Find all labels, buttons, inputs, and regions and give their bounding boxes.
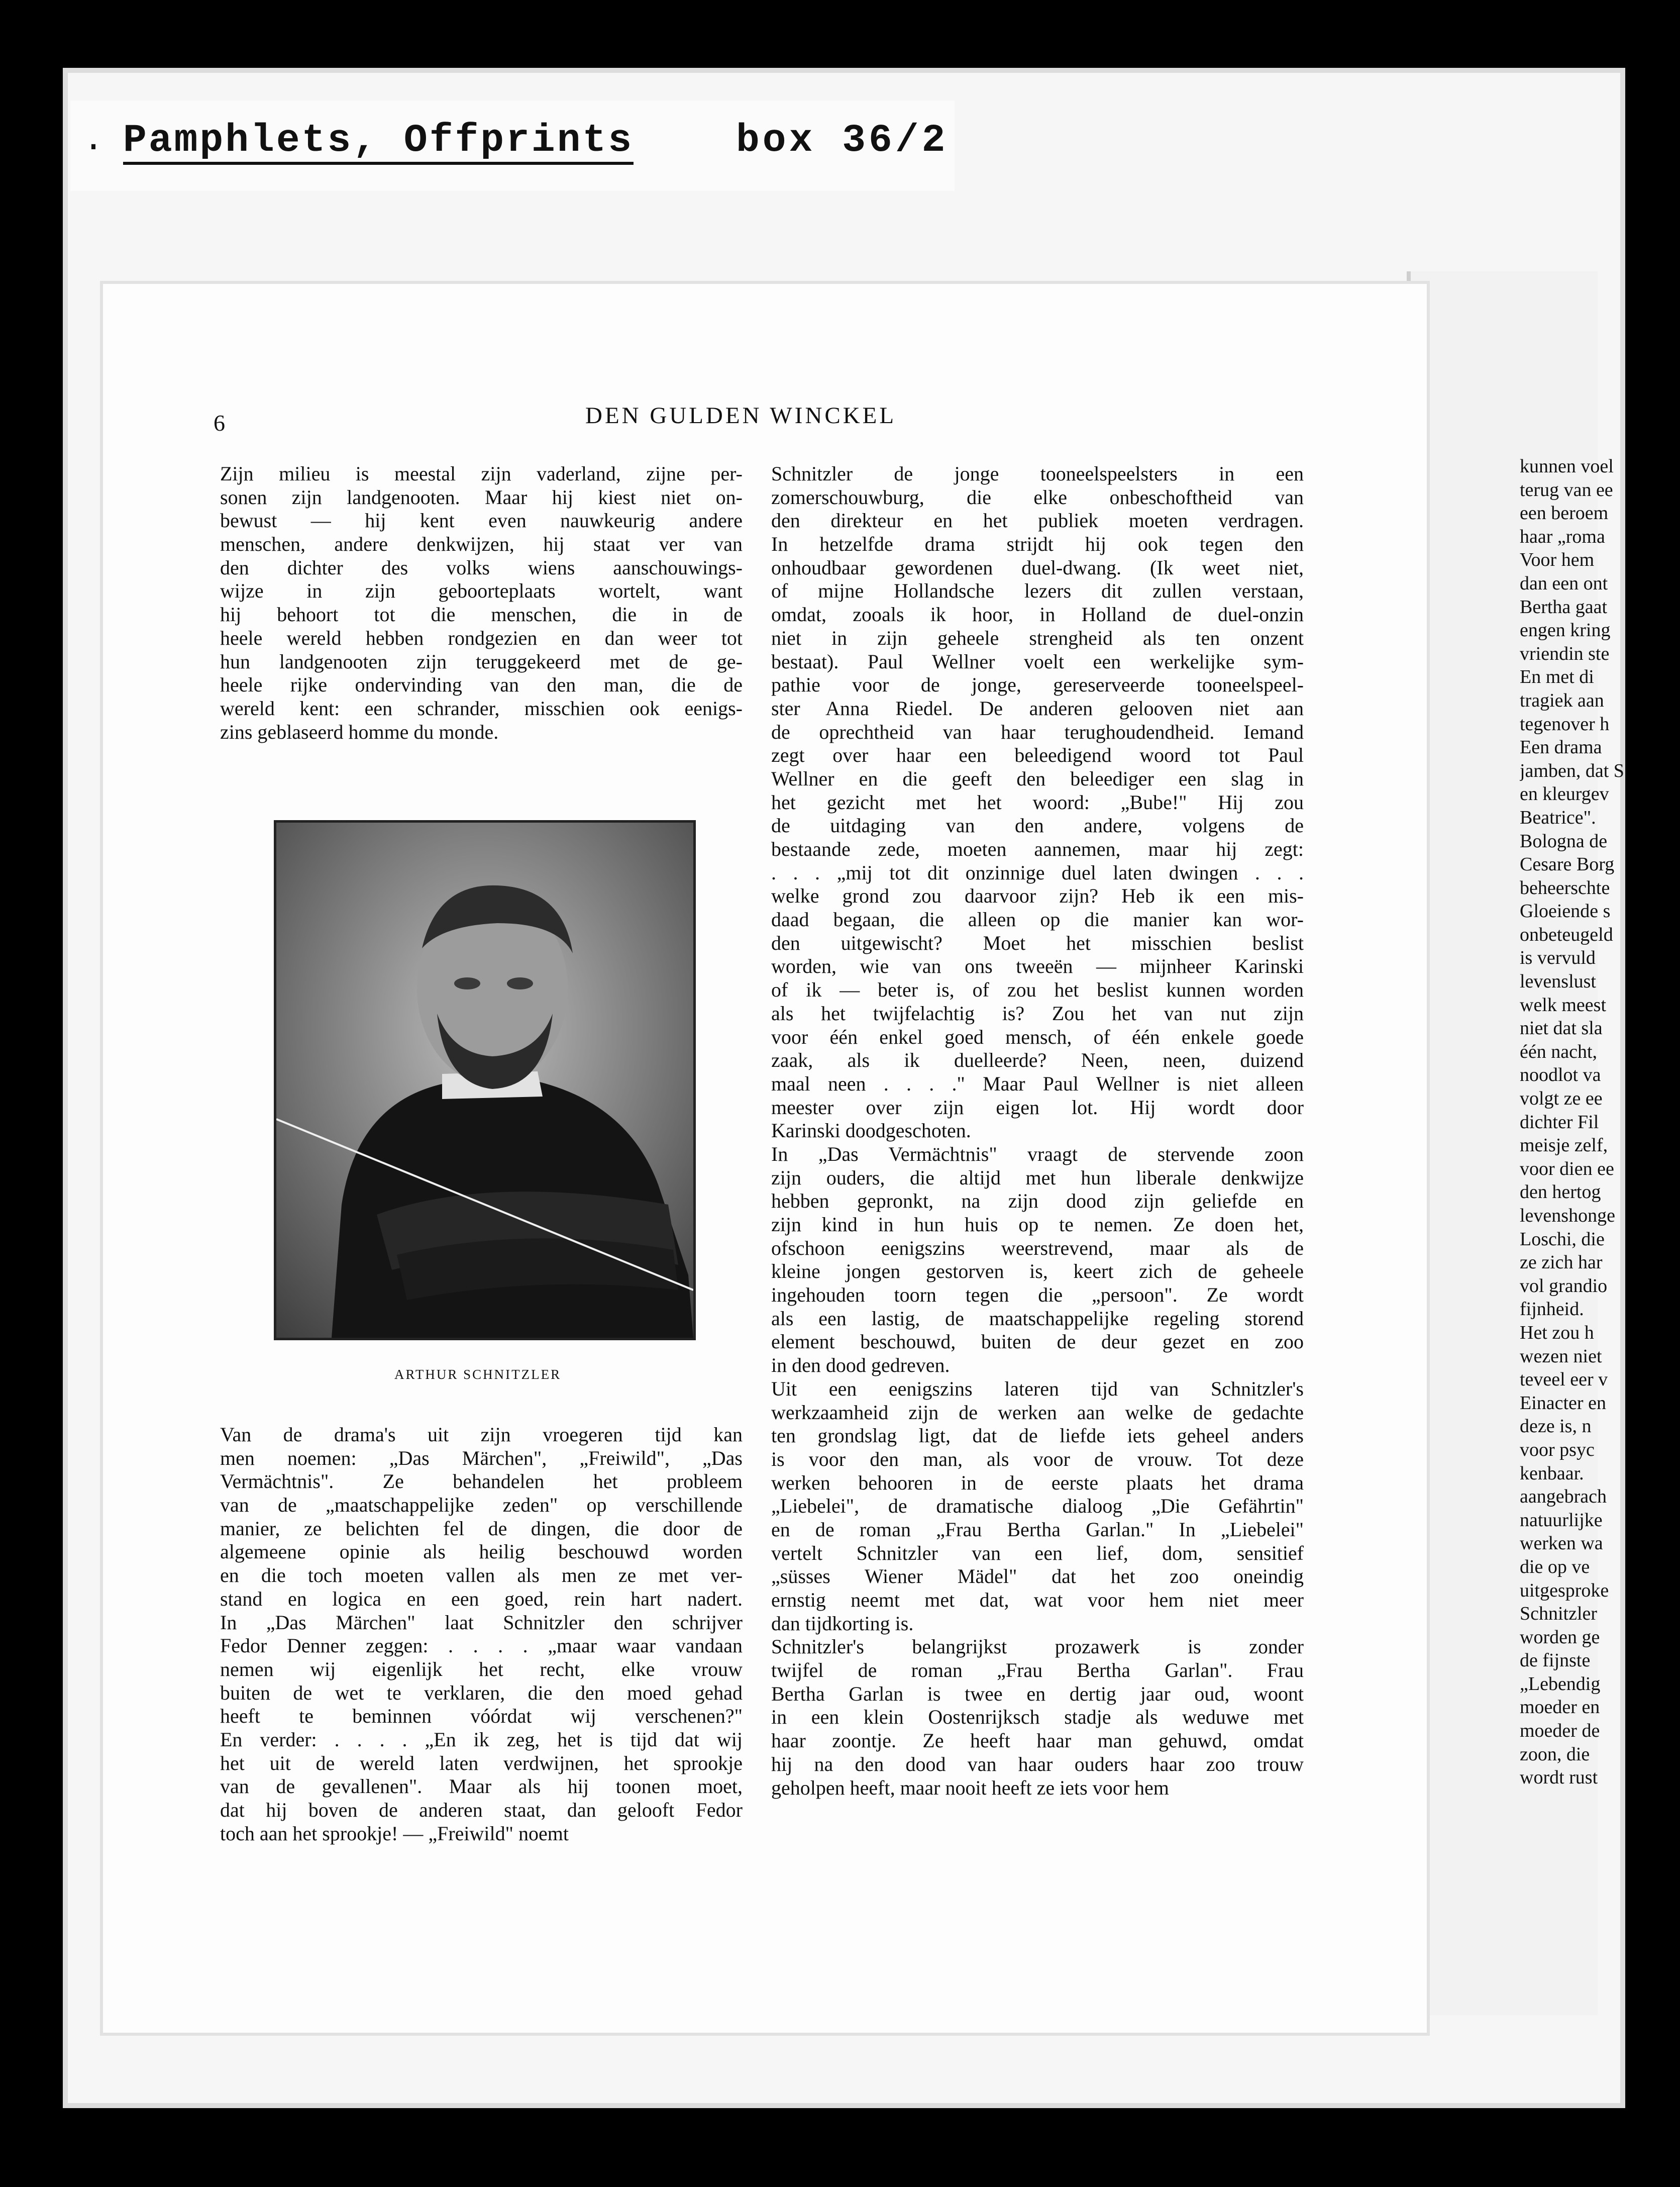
text-line: dan een ont bbox=[1520, 572, 1608, 594]
text-line: Uit een eenigszins lateren tijd van Schnitzler's bbox=[771, 1377, 1304, 1400]
text-line: heele rijke ondervinding van den man, die de bbox=[220, 673, 743, 697]
text-line: In „Das Märchen" laat Schnitzler den schrijver bbox=[220, 1611, 743, 1634]
text-line: levenslust bbox=[1520, 971, 1596, 992]
text-line: ze zich har bbox=[1520, 1252, 1603, 1273]
text-line: bewust — hij kent even nauwkeurig andere bbox=[220, 509, 743, 532]
text-line: maal neen . . . ." Maar Paul Wellner is niet alleen bbox=[771, 1072, 1304, 1095]
text-line: tragiek aan bbox=[1520, 689, 1604, 711]
text-line: en die toch moeten vallen als men ze met ver- bbox=[220, 1564, 743, 1587]
text-line: voor psyc bbox=[1520, 1439, 1595, 1460]
text-line: Beatrice". bbox=[1520, 807, 1596, 828]
text-line: ster Anna Riedel. De anderen gelooven niet aan bbox=[771, 697, 1304, 720]
text-line: fijnheid. bbox=[1520, 1299, 1584, 1320]
text-line: „süsses Wiener Mädel" dat het zoo oneindig bbox=[771, 1565, 1304, 1588]
text-line: onhoudbaar gewordenen duel-dwang. (Ik weet niet, bbox=[771, 556, 1304, 579]
text-line: en kleurgev bbox=[1520, 783, 1609, 805]
text-line: is vervuld bbox=[1520, 947, 1596, 969]
text-line: onbeteugeld bbox=[1520, 924, 1613, 945]
text-line: dat hij boven de anderen staat, dan gelooft Fedor bbox=[220, 1799, 743, 1821]
text-line: hebben gepronkt, na zijn dood zijn geliefde en bbox=[771, 1189, 1304, 1213]
text-line: sonen zijn landgenooten. Maar hij kiest niet on- bbox=[220, 485, 743, 509]
text-line: hij behoort tot die menschen, die in de bbox=[220, 603, 743, 626]
text-line: wijze in zijn geboorteplaats wortelt, want bbox=[220, 579, 743, 603]
text-line: meester over zijn eigen lot. Hij wordt door bbox=[771, 1096, 1304, 1119]
text-line: In „Das Vermächtnis" vraagt de stervende zoon bbox=[771, 1142, 1304, 1165]
portrait-illustration bbox=[276, 823, 693, 1338]
left-column-bottom-text bbox=[220, 1423, 743, 1845]
text-line: zomerschouwburg, die elke onbeschoftheid van bbox=[771, 485, 1304, 509]
text-line: wezen niet bbox=[1520, 1345, 1602, 1367]
text-line: En met di bbox=[1520, 666, 1594, 688]
text-line: den uitgewischt? Moet het misschien beslist bbox=[771, 931, 1304, 954]
text-line: ofschoon eenigszins weerstrevend, maar als de bbox=[771, 1236, 1304, 1259]
text-line: element beschouwd, buiten de deur gezet en zoo bbox=[771, 1330, 1304, 1353]
text-line: Een drama bbox=[1520, 737, 1602, 758]
text-line: als een lastig, de maatschappelijke regeling storend bbox=[771, 1307, 1304, 1330]
text-line: zegt over haar een beleedigend woord tot Paul bbox=[771, 744, 1304, 767]
text-line: die op ve bbox=[1520, 1556, 1590, 1577]
archive-label-dot: . bbox=[83, 121, 104, 160]
text-line: bestaat). Paul Wellner voelt een werkelijke sym- bbox=[771, 650, 1304, 673]
text-line: van de gevallenen". Maar als hij toonen moet, bbox=[220, 1775, 743, 1798]
text-line: werken wa bbox=[1520, 1533, 1603, 1554]
text-line: hij na den dood van haar ouders haar zoo trouw bbox=[771, 1752, 1304, 1775]
text-line: En verder: . . . . „En ik zeg, het is tijd dat wij bbox=[220, 1728, 743, 1751]
text-line: haar zoontje. Ze heeft haar man gehuwd, omdat bbox=[771, 1729, 1304, 1752]
text-line: volgt ze ee bbox=[1520, 1088, 1603, 1110]
text-line: den direkteur en het publiek moeten verdragen. bbox=[771, 509, 1304, 532]
text-line: natuurlijke bbox=[1520, 1509, 1603, 1531]
text-line: den hertog bbox=[1520, 1181, 1601, 1203]
text-line: Bertha gaat bbox=[1520, 596, 1608, 618]
text-line: beheerschte bbox=[1520, 877, 1610, 899]
text-line: manier, ze belichten fel de dingen, die door de bbox=[220, 1517, 743, 1540]
text-line: den dichter des volks wiens aanschouwings- bbox=[220, 556, 743, 579]
text-line: de fijnste bbox=[1520, 1650, 1591, 1671]
text-line: geholpen heeft, maar nooit heeft ze iets voor hem bbox=[771, 1776, 1169, 1799]
text-line: Schnitzler's belangrijkst prozawerk is zonder bbox=[771, 1635, 1304, 1658]
text-line: Voor hem bbox=[1520, 549, 1595, 571]
text-line: omdat, zooals ik hoor, in Holland de duel-onzin bbox=[771, 603, 1304, 626]
text-line: zoon, die bbox=[1520, 1743, 1590, 1765]
text-line: Bertha Garlan is twee en dertig jaar oud, woont bbox=[771, 1682, 1304, 1705]
archive-collection-label: Pamphlets, Offprints bbox=[123, 121, 634, 165]
text-line: kenbaar. bbox=[1520, 1462, 1584, 1484]
text-line: Van de drama's uit zijn vroegeren tijd kan bbox=[220, 1423, 743, 1446]
text-line: welke grond zou daarvoor zijn? Heb ik een mis- bbox=[771, 884, 1304, 908]
text-line: welk meest bbox=[1520, 994, 1607, 1016]
text-line: Schnitzler bbox=[1520, 1603, 1598, 1625]
text-line: Cesare Borg bbox=[1520, 854, 1615, 875]
text-line: Wellner en die geeft den beleediger een slag in bbox=[771, 767, 1304, 790]
text-line: en de roman „Frau Bertha Garlan." In „Liebelei" bbox=[771, 1518, 1304, 1541]
text-line: kunnen voel bbox=[1520, 456, 1614, 477]
text-line: voor één enkel goed mensch, of één enkele goede bbox=[771, 1025, 1304, 1048]
text-line: moeder en bbox=[1520, 1697, 1600, 1718]
text-line: levenshonge bbox=[1520, 1205, 1615, 1226]
text-line: zijn kind in hun huis op te nemen. Ze doen het, bbox=[771, 1213, 1304, 1236]
text-line: als het twijfelachtig is? Zou het van nut zijn bbox=[771, 1002, 1304, 1025]
text-line: heele wereld hebben rondgezien en dan weer tot bbox=[220, 626, 743, 649]
text-line: noodlot va bbox=[1520, 1064, 1601, 1086]
text-line: ingehouden toorn tegen die „persoon". Ze wordt bbox=[771, 1283, 1304, 1307]
text-line: ten grondslag ligt, dat de liefde iets geheel anders bbox=[771, 1424, 1304, 1447]
text-line: zins geblaseerd homme du monde. bbox=[220, 720, 499, 743]
text-line: jamben, dat S bbox=[1520, 760, 1624, 781]
text-line: stand en logica en een goed, rein hart nadert. bbox=[220, 1587, 743, 1610]
text-line: Zijn milieu is meestal zijn vaderland, zijne per- bbox=[220, 462, 743, 485]
text-line: niet dat sla bbox=[1520, 1018, 1603, 1039]
text-line: één nacht, bbox=[1520, 1041, 1598, 1062]
text-line: van de „maatschappelijke zeden" op verschillende bbox=[220, 1494, 743, 1517]
text-line: moeder de bbox=[1520, 1720, 1600, 1742]
text-line: twijfel de roman „Frau Bertha Garlan". Frau bbox=[771, 1659, 1304, 1682]
text-line: tegenover h bbox=[1520, 713, 1610, 735]
text-line: deze is, n bbox=[1520, 1416, 1592, 1437]
text-line: of mijne Hollandsche lezers dit zullen verstaan, bbox=[771, 579, 1304, 603]
text-line: het gezicht met het woord: „Bube!" Hij zou bbox=[771, 790, 1304, 814]
text-line: dan tijdkorting is. bbox=[771, 1612, 914, 1635]
text-line: Gloeiende s bbox=[1520, 901, 1611, 922]
text-line: terug van ee bbox=[1520, 479, 1613, 501]
text-line: kleine jongen gestorven is, keert zich de geheele bbox=[771, 1260, 1304, 1283]
text-line: zaak, als ik duelleerde? Neen, neen, duizend bbox=[771, 1049, 1304, 1072]
text-line: bestaande zede, moeten aannemen, maar hij zegt: bbox=[771, 838, 1304, 860]
text-line: In hetzelfde drama strijdt hij ook tegen den bbox=[771, 533, 1304, 556]
text-line: Loschi, die bbox=[1520, 1228, 1605, 1250]
text-line: zijn ouders, die altijd met hun liberale denkwijze bbox=[771, 1166, 1304, 1189]
text-line: menschen, andere denkwijzen, hij staat ver van bbox=[220, 533, 743, 556]
text-line: werken behooren in de eerste plaats het drama bbox=[771, 1471, 1304, 1494]
text-line: wordt rust bbox=[1520, 1767, 1598, 1788]
text-line: Bologna de bbox=[1520, 830, 1608, 852]
text-line: teveel eer v bbox=[1520, 1369, 1608, 1390]
text-line: buiten de wet te verklaren, die den moed gehad bbox=[220, 1681, 743, 1704]
text-line: Fedor Denner zeggen: . . . . „maar waar vandaan bbox=[220, 1634, 743, 1657]
text-line: Einacter en bbox=[1520, 1392, 1606, 1414]
text-line: in een klein Oostenrijksch stadje als weduwe met bbox=[771, 1706, 1304, 1729]
text-line: werkzaamheid zijn de werken aan welke de gedachte bbox=[771, 1401, 1304, 1424]
text-line: Het zou h bbox=[1520, 1322, 1594, 1343]
text-line: vol grandio bbox=[1520, 1275, 1608, 1297]
text-line: niet in zijn geheele strengheid als ten onzent bbox=[771, 626, 1304, 649]
archive-box-number: box 36/2 bbox=[736, 119, 949, 163]
text-line: dichter Fil bbox=[1520, 1111, 1599, 1133]
portrait-photo bbox=[274, 820, 696, 1340]
text-line: aangebrach bbox=[1520, 1486, 1607, 1508]
text-line: meisje zelf, bbox=[1520, 1135, 1608, 1156]
text-line: „Liebelei", de dramatische dialoog „Die Gefährtin" bbox=[771, 1495, 1304, 1518]
text-line: is voor den man, als voor de vrouw. Tot deze bbox=[771, 1447, 1304, 1470]
text-line: algemeene opinie als heilig beschouwd worden bbox=[220, 1540, 743, 1563]
text-line: ernstig neemt met dat, wat voor hem niet meer bbox=[771, 1588, 1304, 1611]
text-line: de oprechtheid van haar terughoudendheid. Iemand bbox=[771, 720, 1304, 743]
text-line: een beroem bbox=[1520, 503, 1609, 524]
text-line: uitgesproke bbox=[1520, 1579, 1609, 1601]
text-line: pathie voor de jonge, gereserveerde tooneelspeel- bbox=[771, 673, 1304, 697]
text-line: „Lebendig bbox=[1520, 1673, 1601, 1695]
text-line: de uitdaging van den andere, volgens de bbox=[771, 814, 1304, 837]
text-line: in den dood gedreven. bbox=[771, 1354, 950, 1377]
text-line: toch aan het sprookje! — „Freiwild" noemt bbox=[220, 1822, 569, 1845]
text-line: of ik — beter is, of zou het beslist kunnen worden bbox=[771, 978, 1304, 1002]
text-line: men noemen: „Das Märchen", „Freiwild", „Das bbox=[220, 1446, 743, 1469]
running-header: DEN GULDEN WINCKEL bbox=[585, 403, 897, 429]
portrait-caption: ARTHUR SCHNITZLER bbox=[394, 1367, 562, 1382]
text-line: het uit de wereld laten verdwijnen, het sprookje bbox=[220, 1751, 743, 1774]
adjacent-page-text bbox=[1520, 455, 1658, 1993]
text-line: engen kring bbox=[1520, 620, 1611, 641]
text-line: daad begaan, die alleen op die manier kan wor- bbox=[771, 908, 1304, 931]
left-column-top-text bbox=[220, 462, 743, 744]
page-number: 6 bbox=[214, 410, 225, 436]
text-line: Karinski doodgeschoten. bbox=[771, 1119, 971, 1142]
text-line: nemen wij eigenlijk het recht, elke vrouw bbox=[220, 1657, 743, 1680]
text-line: voor dien ee bbox=[1520, 1158, 1614, 1179]
text-line: worden, wie van ons tweeën — mijnheer Karinski bbox=[771, 955, 1304, 978]
text-line: Schnitzler de jonge tooneelspeelsters in een bbox=[771, 462, 1304, 485]
text-line: Vermächtnis". Ze behandelen het probleem bbox=[220, 1470, 743, 1493]
text-line: hun landgenooten zijn teruggekeerd met de ge- bbox=[220, 650, 743, 673]
text-line: . . . „mij tot dit onzinnige duel laten dwingen . . . bbox=[771, 861, 1304, 884]
text-line: heeft te beminnen vóórdat wij verschenen?" bbox=[220, 1705, 743, 1728]
text-line: haar „roma bbox=[1520, 526, 1605, 547]
text-line: vriendin ste bbox=[1520, 643, 1610, 664]
text-line: worden ge bbox=[1520, 1626, 1600, 1648]
right-column-text bbox=[771, 462, 1304, 1800]
text-line: vertelt Schnitzler van een lief, dom, sensitief bbox=[771, 1541, 1304, 1564]
text-line: wereld kent: een schrander, misschien ook eenigs- bbox=[220, 697, 743, 720]
